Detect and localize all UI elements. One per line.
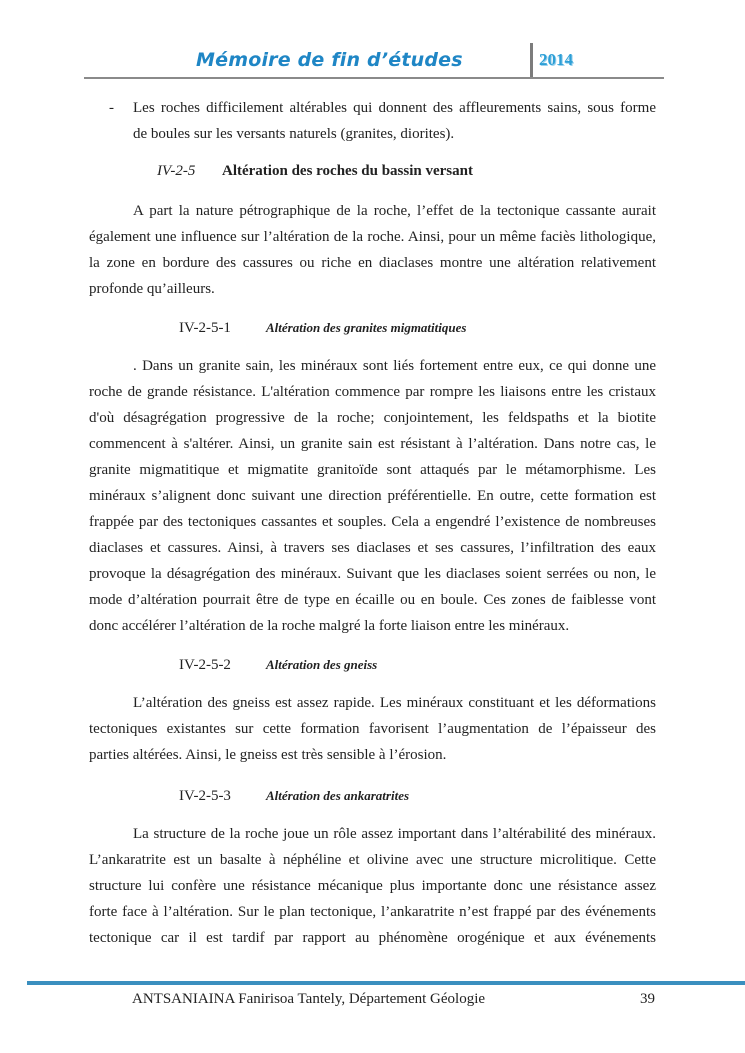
section-number: IV-2-5 bbox=[157, 163, 196, 179]
paragraph-line: parties altérées. Ainsi, le gneiss est très sensible à l’érosion. bbox=[89, 747, 447, 763]
paragraph-line: roche de grande résistance. L'altération commence par rompre les liaisons entre les cristaux bbox=[89, 384, 656, 400]
paragraph-line: tectoniques existantes sur cette formation favorisent l’augmentation de l’épaisseur des bbox=[89, 721, 656, 737]
paragraph-line: . Dans un granite sain, les minéraux sont liés fortement entre eux, ce qui donne une bbox=[133, 358, 656, 374]
header-rule bbox=[84, 77, 664, 79]
subsection-number: IV-2-5-2 bbox=[179, 657, 231, 673]
bullet-dash: - bbox=[109, 100, 114, 116]
paragraph-line: mode d’altération pourrait être de type en écaille ou en boule. Ces zones de faiblesse vont bbox=[89, 592, 656, 608]
header-year: 2014 bbox=[539, 50, 573, 69]
bullet-line: de boules sur les versants naturels (granites, diorites). bbox=[133, 126, 455, 142]
section-title: Altération des roches du bassin versant bbox=[222, 163, 473, 179]
paragraph-line: L’ankaratrite est un basalte à néphéline et olivine avec une structure microlitique. Cette bbox=[89, 852, 656, 868]
paragraph-line: minéraux s’alignent donc suivant une direction préférentielle. En outre, cette formation est bbox=[89, 488, 656, 504]
paragraph-line: granite migmatitique et migmatite granitoïde sont attaqués par le métamorphisme. Les bbox=[89, 462, 656, 478]
header-title: Mémoire de fin d’études bbox=[196, 49, 463, 71]
paragraph-line: L’altération des gneiss est assez rapide. Les minéraux constituant et les déformations bbox=[133, 695, 656, 711]
bullet-line: Les roches difficilement altérables qui donnent des affleurements sains, sous forme bbox=[133, 100, 656, 116]
subsection-number: IV-2-5-3 bbox=[179, 788, 231, 804]
subsection-title: Altération des granites migmatitiques bbox=[266, 320, 467, 335]
subsection-title: Altération des gneiss bbox=[266, 657, 378, 672]
paragraph-line: donc accélérer l’altération de la roche malgré la forte liaison entre les minéraux. bbox=[89, 618, 570, 634]
paragraph-line: la zone en bordure des cassures ou riche en diaclases montre une altération relativement bbox=[89, 255, 656, 271]
paragraph-line: d'où désagrégation progressive de la roche; conjointement, les feldspaths et la biotite bbox=[89, 410, 656, 426]
page-number: 39 bbox=[640, 991, 655, 1007]
paragraph-line: profonde qu’ailleurs. bbox=[89, 281, 215, 297]
footer-rule bbox=[27, 981, 745, 985]
paragraph-line: A part la nature pétrographique de la roche, l’effet de la tectonique cassante aurait bbox=[133, 203, 656, 219]
paragraph-line: commencent à s'altérer. Ainsi, un granite sain est résistant à l’altération. Dans notre cas, le bbox=[89, 436, 656, 452]
subsection-title: Altération des ankaratrites bbox=[266, 788, 410, 803]
paragraph-line: La structure de la roche joue un rôle assez important dans l’altérabilité des minéraux. bbox=[133, 826, 656, 842]
paragraph-line: provoque la désagrégation des minéraux. Suivant que les diaclases soient serrées ou non, le bbox=[89, 566, 656, 582]
paragraph-line: tectonique car il est tardif par rapport au phénomène orogénique et aux événements bbox=[89, 930, 656, 946]
paragraph-line: forte face à l’altération. Sur le plan tectonique, l’ankaratrite n’est frappé par des événements bbox=[89, 904, 656, 920]
paragraph-line: également une influence sur l’altération de la roche. Ainsi, pour un même faciès lithologique, bbox=[89, 229, 656, 245]
header-separator bbox=[530, 43, 533, 77]
footer-author: ANTSANIAINA Fanirisoa Tantely, Département Géologie bbox=[132, 991, 486, 1007]
paragraph-line: structure lui confère une résistance mécanique plus importante donc une résistance assez bbox=[89, 878, 656, 894]
paragraph-line: diaclases et cassures. Ainsi, à travers ses diaclases et ses cassures, l’infiltration des eaux bbox=[89, 540, 656, 556]
page-header bbox=[0, 40, 745, 78]
subsection-number: IV-2-5-1 bbox=[179, 320, 231, 336]
paragraph-line: frappée par des tectoniques cassantes et souples. Cela a engendré l’existence de nombreuses bbox=[89, 514, 656, 530]
